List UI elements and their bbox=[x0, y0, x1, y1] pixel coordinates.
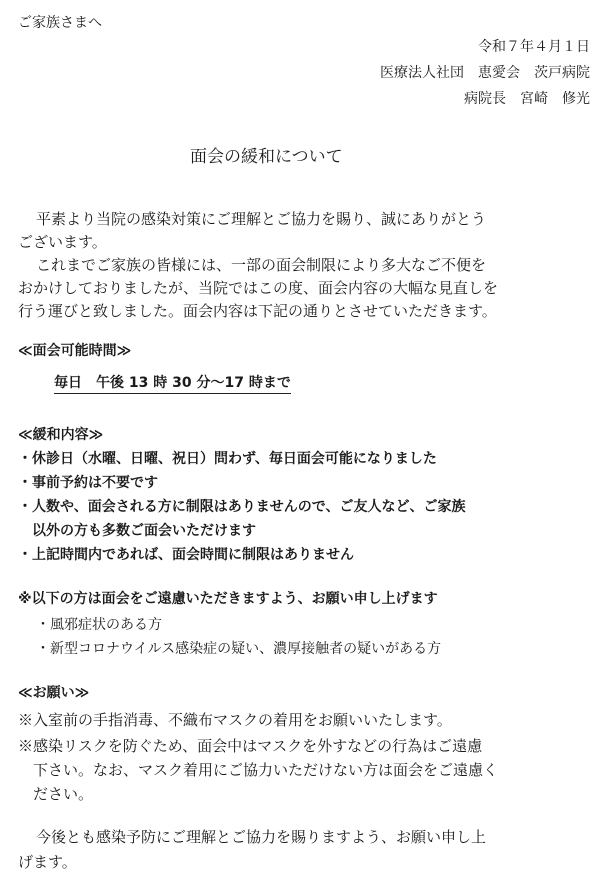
hours-value: 毎日 午後 13 時 30 分〜17 時まで bbox=[54, 376, 291, 394]
hours-heading: ≪面会可能時間≫ bbox=[18, 343, 132, 359]
salutation: ご家族さまへ bbox=[18, 15, 102, 31]
list-item: 以外の方も多数ご面会いただけます bbox=[18, 523, 256, 539]
list-item: ださい。 bbox=[18, 785, 94, 803]
refrain-heading: ※以下の方は面会をご遠慮いただきますよう、お願い申し上げます bbox=[18, 591, 438, 607]
relax-heading: ≪緩和内容≫ bbox=[18, 427, 104, 443]
list-item: ・新型コロナウイルス感染症の疑い、濃厚接触者の疑いがある方 bbox=[36, 641, 442, 657]
intro-line: おかけしておりましたが、当院ではこの度、面会内容の大幅な見直しを bbox=[18, 279, 499, 297]
list-item: ・事前予約は不要です bbox=[18, 475, 158, 491]
closing-line: げます。 bbox=[18, 853, 77, 871]
list-item: ・人数や、面会される方に制限はありませんので、ご友人など、ご家族 bbox=[18, 499, 466, 515]
list-item: ※入室前の手指消毒、不織布マスクの着用をお願いいたします。 bbox=[18, 711, 452, 729]
page-title: 面会の緩和について bbox=[190, 147, 343, 167]
intro-line: 平素より当院の感染対策にご理解とご協力を賜り、誠にありがとう bbox=[36, 210, 487, 228]
signatory: 病院長 宮崎 修光 bbox=[464, 91, 590, 107]
list-item: ・風邪症状のある方 bbox=[36, 617, 162, 633]
closing-line: 今後とも感染予防にご理解とご協力を賜りますよう、お願い申し上 bbox=[36, 828, 487, 846]
list-item: ・休診日（水曜、日曜、祝日）問わず、毎日面会可能になりました bbox=[18, 451, 437, 467]
list-item: ・上記時間内であれば、面会時間に制限はありません bbox=[18, 547, 354, 563]
organization-name: 医療法人社団 恵愛会 茨戸病院 bbox=[380, 65, 590, 81]
intro-line: ございます。 bbox=[18, 233, 107, 251]
intro-line: これまでご家族の皆様には、一部の面会制限により多大なご不便を bbox=[36, 256, 487, 274]
letter-date: 令和７年４月１日 bbox=[478, 39, 590, 55]
list-item: ※感染リスクを防ぐため、面会中はマスクを外すなどの行為はご遠慮 bbox=[18, 737, 483, 755]
list-item: 下さい。なお、マスク着用にご協力いただけない方は面会をご遠慮く bbox=[18, 761, 499, 779]
intro-line: 行う運びと致しました。面会内容は下記の通りとさせていただきます。 bbox=[18, 302, 497, 320]
request-heading: ≪お願い≫ bbox=[18, 685, 90, 701]
